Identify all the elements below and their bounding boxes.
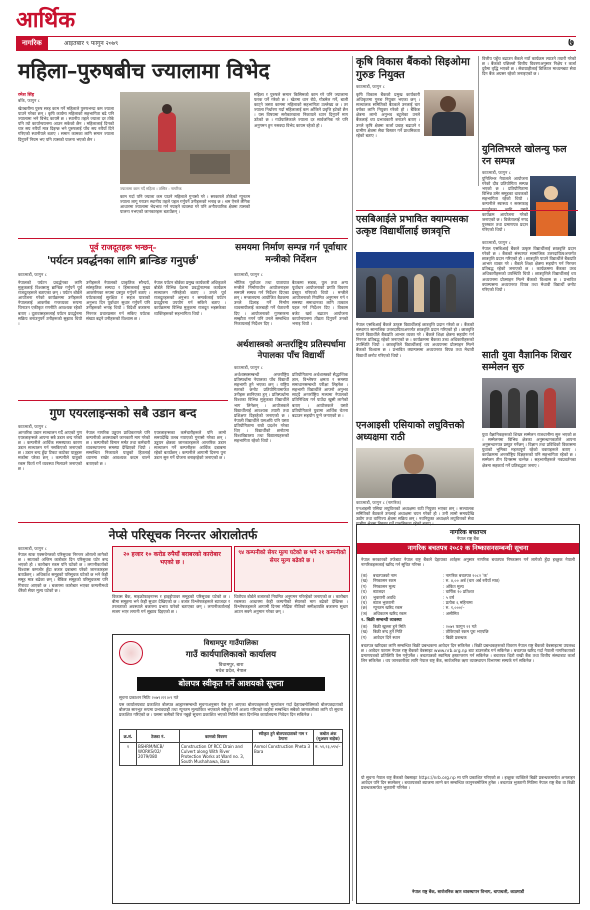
notice-address-2: मधेश प्रदेश, नेपाल: [215, 669, 247, 674]
notice-cell-contract: BSHRM/NCB/ WORKS/02/ 2079/080: [137, 743, 180, 766]
list-item-cell: बिक्री खुल्ला हुने मिति: [373, 624, 406, 629]
sbi-photo: [356, 252, 474, 318]
table-row: [120, 743, 343, 766]
agri-bank-dateline: काठमाडौं, फागुन ८: [356, 84, 385, 89]
notice-col-contract: ठेक्का नं.: [137, 730, 180, 743]
fiscal-headline: समयमा निर्माण सम्पन्न गर्न पूर्वाधार मन्त्रीको निर्देशन: [235, 243, 347, 265]
masthead-date: आइतबार ९ फागुन २०७९: [64, 40, 119, 47]
far-right-top-body: वित्तीय पहुँच बढाउन बैंकले नयाँ कार्यक्रम ल्याउने तयारी गरेको छ । बैंकको पछिल्लो वित्तीय विवरणअनुसार निक्षेप र कर्जा दुवैमा वृद्धि भएको छ । सेवाग्राहीलाई डिजिटल माध्यमबाट सेवा दिन बैंक अग्रसर रहेको जनाइएको छ ।: [482, 56, 576, 77]
list-item-cell: (ज): [361, 610, 368, 616]
airlines-body-col3: एयरलाइन्सका कर्मचारीहरूले पनि लामो समयदेखि तलब नपाएको गुनासो गरेका छन् । उड्डयन क्षेत्रका जानकारहरूले आन्तरिक उडान सञ्चालन गर्ने कम्पनीहरू आर्थिक दबाबमा रहेको बताउँछन् । कम्पनीले आगामी दिनमा पुनः उडान सुरु गर्ने योजना बनाइरहेको जनाएको छ ।: [154, 430, 226, 461]
list-item-cell: (घ): [361, 589, 367, 595]
list-item-cell: न्यूनतम खरिद रकम: [373, 605, 403, 611]
tourism-body-col1: नेपालको पर्यटन प्रवर्द्धनका लागि मुलुकलाई विश्वसामु ब्रान्डिङ गर्नुपर्ने पूर्व राजदूतहरूले बताएका छन् । पर्यटन बोर्डले आयोजना गरेको कार्यक्रममा उनीहरूले नेपाललाई आकर्षक गन्तव्यका रूपमा चिनाउन एकीकृत रणनीति आवश्यक रहेको बताए । दूतावासहरूलाई पर्यटन प्रवर्द्धनमा सक्रिय बनाउनुपर्ने उनीहरूको सुझाव थियो ।: [18, 280, 82, 326]
airlines-body-col2: नेपाल नागरिक उड्डयन प्राधिकरणले पनि कम्पनीको अवस्थाबारे जानकारी माग गरेको छ । कम्पनीको विमान मर्मत तथा कर्मचारी व्यवस्थापनमा समस्या देखिएको थियो । सम्बन्धित निकायले यात्रुको हितलाई ध्यानमा राखेर आवश्यक कदम चाल्ने बताएको छ ।: [86, 430, 150, 466]
airlines-body-col1: आन्तरिक उडान सञ्चालन गर्दै आएको गुण एयरलाइन्सले आफ्ना सबै उडान बन्द गरेको छ । कम्पनीले आर्थिक समस्याका कारण उडान सञ्चालन गर्न नसकिएको जनाएको छ । उडान बन्द हुँदा टिकट काटेका यात्रुहरू मर्कामा परेका छन् । कम्पनीले यात्रुको रकम फिर्ता गर्ने व्यवस्था मिलाउने जनाएको छ ।: [18, 430, 82, 471]
list-item-cell: (छ): [361, 605, 368, 611]
notice-cell-work: Construction Of RCC Drain and Culvert along With River Protection Works at Ward no. 3, South Mushahawa, Bara: [180, 743, 253, 766]
masthead-bar: [16, 36, 576, 51]
hudimala-headline: युनिलिभरले खोलन्यु फल रन सम्पन्न: [482, 144, 567, 167]
notice-col-work: कामको विवरण: [180, 730, 253, 743]
lead-body-col3: काम गर्दा पनि ज्याला कम पाउने महिलाले गुनासो गरे । सरकारले तोकेको न्यूनतम ज्याला लागू गराउन स्थानीय तहले पहल गर्नुपर्ने उनीहरूको भनाइ छ । श्रम ऐनले लैंगिक आधारमा ज्यालामा भेदभाव गर्न नपाइने व्यवस्था गरे पनि अनौपचारिक क्षेत्रमा त्यसको पालना नभएको जानकारहरू बताउँछन् ।: [120, 194, 250, 215]
notice-cell-amount: रु. ५१,२३,५९५/–: [314, 743, 343, 766]
sbi-dateline: काठमाडौं, फागुन ८: [482, 240, 511, 245]
list-item-cell: : २०७९ फागुन २१ गते: [443, 624, 477, 629]
list-item-cell: : अंकित मूल्य: [443, 583, 464, 589]
list-item-cell: : प्रत्येक ६ महिनामा: [443, 600, 473, 606]
list-item: [361, 635, 575, 640]
list-item-cell: (ख): [361, 629, 368, 635]
list-item-cell: बचतपत्रको नाम: [373, 573, 397, 578]
chairman-headline: एनआइसी एसियाको लघुवित्तको अध्यक्षमा राठी: [356, 420, 465, 443]
fiscal-body-col1: भौतिक पूर्वाधार तथा यातायात मन्त्रीले निर्माणाधीन आयोजनाहरू समयमै सम्पन्न गर्न निर्देशन दिएका छन् । मन्त्रालयमा आयोजित बैठकमा उनले ढिलाइ गर्ने निर्माण व्यवसायीलाई कारबाही गर्ने चेतावनी दिए । आयोजनाको गुणस्तरमा सम्झौता नगर्न पनि उनले सम्बन्धित निकायलाई निर्देशन दिए ।: [234, 280, 289, 326]
lead-dateline: बाँके, फागुन ८: [18, 98, 40, 103]
masthead-paper-name: नागरिक: [16, 37, 48, 50]
bourse-body-col1: नेपाल स्टक एक्सचेन्जको परिसूचक निरन्तर ओरालो लागेको छ । साताको अन्तिम कारोबार दिन परिसूचक घटेर बन्द भएको हो । कारोबार रकम पनि घटेको छ । लगानीकर्ताको विश्वास कमजोर हुँदा बजार दबाबमा परेको जानकारहरू बताउँछन् । अधिकांश समूहको परिसूचक घटेको छ भने केही समूह मात्र बढेका छन् । बैंकिङ समूहको परिसूचकमा पनि गिरावट आएको छ । बजारमा कारोबार भएका कम्पनीमध्ये धेरैको सेयर मूल्य घटेको छ ।: [18, 552, 108, 593]
notice-org-sub: गाउँ कार्यपालिकाको कार्यालय: [185, 650, 277, 660]
list-item-cell: (ग): [361, 634, 367, 640]
notice-body: यस कार्यालयबाट प्रकाशित बोलपत्र आह्वानसम्बन्धी सूचनाअनुसार पेस हुन आएका बोलपत्रहरूको मूल्यांकन गर्दा देहायबमोजिमको बोलपत्रदाताको बोलपत्र सारभूत रूपमा प्रभावग्राही तथा न्यूनतम मूल्यांकित भएकाले स्वीकृत गर्ने आशय गरिएको व्यहोरा सम्बन्धित सबैको जानकारीका लागि यो सूचना प्रकाशित गरिएको छ । यसमा कसैको चित्त नबुझे सूचना प्रकाशित भएको मितिले सात दिनभित्र कार्यालयमा निवेदन दिन सकिनेछ ।: [119, 702, 343, 718]
list-item-cell: ब्याज भुक्तानी: [373, 600, 395, 606]
list-item-cell: निष्कासन मूल्य: [373, 583, 396, 589]
notice-col-sn: क्र.सं.: [120, 730, 137, 743]
students-headline: अर्थशास्त्रको अन्तर्राष्ट्रिय प्रतिस्पर्धामा नेपालका पाँच विद्यार्थी: [236, 340, 346, 361]
fiscal-dateline: काठमाडौं, फागुन ८: [234, 272, 263, 277]
students-dateline: काठमाडौं, फागुन ८: [234, 365, 263, 370]
tourism-body-col2: उनीहरूले नेपालको प्राकृतिक सौन्दर्य, सांस्कृतिक सम्पदा र हिमाललाई मुख्य आकर्षणका रूपमा प्रस्तुत गर्नुपर्ने बताए । पर्यटकलाई सुरक्षित र सहज यात्राको अनुभव दिन पूर्वाधार सुधार गर्नुपर्ने पनि उनीहरूको भनाइ थियो । विदेशी बजारमा निरन्तर प्रचारप्रसार गर्न सकिए पर्यटक संख्या बढ्ने उनीहरूको विश्वास छ ।: [86, 280, 150, 321]
bourse-body-col3: धितोपत्र बोर्डले बजारको नियमित अनुगमन गरिरहेको जनाएको छ । कारोबार रकमका आधारमा केही कम्पनीको सेयरको माग बढेको देखिन्छ । विश्लेषकहरूले आगामी दिनमा मौद्रिक नीतिको समीक्षापछि बजारमा सुधार आउन सक्ने अनुमान गरेका छन् ।: [234, 594, 348, 615]
tourism-kicker: पूर्व राजदूतहरू भन्छन्–: [89, 243, 157, 252]
list-item-cell: बिक्री बन्द हुने मिति: [373, 629, 403, 635]
list-item-cell: आवेदन दिने स्थान: [373, 634, 401, 640]
notice-cell-bidder: Anmol Construction Pheta 3 Bara: [253, 743, 314, 766]
bond-section-2: २. बिक्री सम्बन्धी व्यवस्था: [361, 618, 402, 623]
bond-sales-list: [361, 624, 575, 640]
bourse-dateline: काठमाडौं, फागुन ८: [18, 546, 47, 551]
airlines-headline: गुण एयरलाइन्सको सबै उडान बन्द: [49, 406, 197, 420]
list-item-cell: : ५ वर्ष: [443, 594, 454, 600]
list-item-cell: अधिकतम खरिद रकम: [373, 610, 407, 616]
bourse-body-col2: विकास बैंक, माइक्रोफाइनान्स र हाइड्रोपावर समूहको परिसूचक घटेको छ । बीमा समूहमा भने केही सुधार देखिएको छ । बजार विश्लेषकहरूले ब्याजदर र तरलताको अवस्थाले बजारमा प्रभाव पारेको बताएका छन् । लगानीकर्तालाई सजग भएर लगानी गर्न सुझाव दिइएको छ ।: [112, 594, 230, 615]
page-number: ७: [568, 36, 574, 49]
notice-col-amount: कबोल अंक (मूअकर बाहेक): [314, 730, 343, 743]
notice-address-1: विधामपुर, बारा: [218, 663, 244, 668]
bond-terms-list: [361, 573, 575, 616]
bourse-highlight-1-text: २० हजार १० करोड रुपैयाँ बराबरको कारोबार भएको छ ।: [123, 551, 221, 566]
list-item-cell: : वार्षिक १० प्रतिशत: [443, 589, 474, 595]
bond-title-banner: [357, 543, 579, 554]
lead-headline: महिला–पुरुषबीच ज्यालामा विभेद: [18, 58, 270, 83]
lead-body-col1: खेतबारीमा पुरुष सरह काम गर्ने महिलाले पुरुषभन्दा कम ज्याला पाउने गरेका छन् । कृषि कार्यमा महिलाको सहभागिता बढे पनि ज्यालामा भने विभेद कायमै छ । स्थानीय तहले ज्याला दर तोके पनि त्यो कार्यान्वयनमा आउन सकेको छैन । महिलालाई दिनको चार सय रुपैयाँ मात्र दिइन्छ भने पुरुषलाई पाँच सय रुपैयाँ दिने गरिएको स्थानीयले बताए । समान कामका लागि समान ज्याला दिनुपर्ने नियम भए पनि त्यसको पालना भएको छैन ।: [18, 106, 114, 142]
list-item-cell: निष्कासन रकम: [373, 578, 397, 584]
notice-col-bidder: स्वीकृत हुने बोलपत्रदाताको नाम र ठेगाना: [253, 730, 314, 743]
sbi-headline: एसबिआईले प्रभावित क्याम्पसका उत्कृष्ट विद्यार्थीलाई छात्रवृत्ति: [356, 214, 469, 237]
notice-title-banner: [137, 677, 325, 691]
summit-body: युवा वैज्ञानिकहरूको शिखर सम्मेलन राजधानीमा सुरु भएको छ । सम्मेलनमा विभिन्न क्षेत्रका अनुसन्धानकर्ताले आफ्ना अनुसन्धानपत्र प्रस्तुत गर्नेछन् । विज्ञान तथा प्रविधिको विकासमा युवाको भूमिका महत्त्वपूर्ण रहेको वक्ताहरूले बताए । कार्यक्रममा अन्तर्राष्ट्रिय विज्ञहरूको पनि सहभागिता रहेको छ । सम्मेलन तीन दिनसम्म चल्नेछ । सहभागीहरूले नवप्रवर्तनका क्षेत्रमा सहकार्य गर्ने प्रतिबद्धता जनाए ।: [482, 432, 576, 468]
lead-body-col2: महिला र पुरुषले समान किसिमको काम गरे पनि ज्यालामा फरक पर्ने गरेको छ । खेतमा धान रोप्ने, गोडमेल गर्ने, बाली काट्ने जस्ता काममा महिलाको सहभागिता उल्लेख्य छ । तर ज्याला निर्धारण गर्दा महिलालाई कम आँकिने प्रवृत्ति हटेको छैन । यस विषयमा सरोकारवाला निकायले ध्यान दिनुपर्ने माग उठेको छ । गाउँपालिकाले ज्याला दर सार्वजनिक गरे पनि अनुगमन हुन नसक्दा विभेद कायम रहेको हो ।: [254, 92, 348, 128]
hudimala-dateline: काठमाडौं, फागुन ८: [482, 170, 511, 175]
lead-photo-caption: ज्यालामा काम गर्दै महिला । तस्बिर : नागरिक: [120, 186, 182, 191]
chairman-caption: काठमाडौं, फागुन ८ (नागरिक): [356, 500, 402, 505]
tender-notice: [112, 634, 350, 904]
tourism-dateline: काठमाडौं, फागुन ८: [18, 272, 47, 277]
notice-table: [119, 729, 343, 766]
notice-date: सूचना प्रकाशन मितिः २०७९।११।०९ गते: [119, 695, 179, 700]
bond-body-2: यो सूचना नेपाल राष्ट्र बैंकको वेबसाइट https://nrb.org.np मा पनि प्रकाशित गरिएको छ । इच्छुक व्यक्तिले बिक्री प्रबन्धकमार्फत अनलाइन आवेदन पनि दिन सक्नेछन् । बचतपत्रको ब्याजमा लाग्ने कर सम्बन्धित कानुनबमोजिम हुनेछ । बचतपत्र भुक्तानी मितिमा नेपाल राष्ट्र बैंक वा बिक्री प्रबन्धकमार्फत भुक्तानी गरिनेछ ।: [361, 775, 575, 791]
notice-table-header: [120, 730, 343, 743]
airlines-dateline: काठमाडौं, फागुन ८: [18, 424, 47, 429]
list-item-cell: : रु. १,०००/–: [443, 605, 465, 611]
students-body: अर्थशास्त्रसम्बन्धी अन्तर्राष्ट्रिय प्रतिस्पर्धामा नेपालका पाँच विद्यार्थी सहभागी हुने भएका छन् । राष्ट्रिय स्तरको छनोट प्रतियोगितामार्फत उनीहरू छानिएका हुन् । प्रतिस्पर्धामा विश्वका विभिन्न मुलुकका विद्यार्थीले भाग लिनेछन् । आयोजकले विद्यार्थीलाई आवश्यक तयारी तथा प्रशिक्षण दिइरहेको जनाएको छ । नेपाली विद्यार्थीले यसअघि पनि यस्ता प्रतियोगितामा राम्रो प्रदर्शन गरेका थिए । विद्यार्थीको छनोटमा विश्वविद्यालय तथा विद्यालयहरूको सहभागिता रहेको थियो ।: [234, 372, 289, 444]
fiscal-body-col2: बैठकमा सडक, पुल तथा अन्य पूर्वाधार आयोजनाको प्रगति विवरण प्रस्तुत गरिएको थियो । मन्त्रीले आयोजनाको नियमित अनुगमन गर्न र समस्या समाधानका लागि तत्काल पहल गर्न निर्देशन दिए । विकास बजेट खर्च बढाउन आयोजना कार्यान्वयनमा तीव्रता दिनुपर्ने उनको भनाइ थियो ।: [292, 280, 348, 326]
lead-reporter: रमेश सिंह: [18, 93, 35, 98]
bourse-highlight-box-2: [234, 546, 350, 592]
notice-org: विधामपुर गाउँपालिका: [203, 639, 259, 647]
bond-notice: [356, 524, 580, 904]
bond-footer: नेपाल राष्ट्र बैंक, सार्वजनिक ऋण व्यवस्थापन विभाग, थापाथली, काठमाडौं: [412, 889, 524, 894]
bourse-highlight-2-text: ९४ कम्पनीको सेयर मूल्य घटेको छ भने २१ कम्पनीको सेयर मूल्य बढेको छ ।: [238, 550, 346, 564]
list-item-cell: : रु. ४,०० अर्ब (चार अर्ब रुपैयाँ मात्र): [443, 578, 500, 584]
bourse-headline: नेप्से परिसूचक निरन्तर ओरालोतर्फ: [108, 528, 258, 542]
notice-title: बोलपत्र स्वीकृत गर्ने आशयको सूचना: [178, 679, 284, 688]
chairman-photo: [356, 448, 474, 498]
notice-cell-sn: १: [120, 743, 137, 766]
list-item-cell: (क): [361, 624, 368, 629]
tourism-body-col3: नेपाल पर्यटन बोर्डका प्रमुख कार्यकारी अधिकृतले बोर्डले विभिन्न देशमा प्रवर्द्धनात्मक कार्यक्रम सञ्चालन गरिरहेको बताए । उनले पूर्व राजदूतहरूको अनुभव र सम्पर्कलाई पर्यटन प्रवर्द्धनमा उपयोग गर्न सकिने बताए । कार्यक्रममा विभिन्न मुलुकमा राजदूत भइसकेका व्यक्तिहरूको सहभागिता थियो ।: [154, 280, 226, 316]
sbi-body: नेपाल एसबिआई बैंकले उत्कृष्ट विद्यार्थीलाई छात्रवृत्ति प्रदान गरेको छ । बैंकको संस्थागत सामाजिक उत्तरदायित्वअन्तर्गत छात्रवृत्ति प्रदान गरिएको हो । छात्रवृत्ति पाउने विद्यार्थीले बैंकप्रति आभार व्यक्त गरे । बैंकले शिक्षा क्षेत्रमा सहयोग गर्न निरन्तर प्रतिबद्ध रहेको जनाएको छ । कार्यक्रममा बैंकका उच्च अधिकारीहरूको उपस्थिति थियो । छात्रवृत्तिले विद्यार्थीलाई थप अध्ययनमा प्रोत्साहन मिल्ने बैंकको विश्वास छ । प्रभावित क्याम्पसमा अध्ययनरत विपन्न तथा मेधावी विद्यार्थी छनोट गरिएको थियो ।: [482, 246, 576, 292]
summit-photo: [482, 378, 576, 428]
list-item-cell: भुक्तानी अवधि: [373, 594, 396, 600]
list-item-cell: (च): [361, 600, 367, 606]
list-item-cell: (ग): [361, 583, 367, 589]
bond-title: नागरिक बचतपत्र २०८२ क निष्कासनसम्बन्धी सूचना: [407, 544, 529, 552]
list-item: [361, 611, 575, 616]
chairman-body: एनआइसी एसिया लघुवित्तको अध्यक्षमा राठी नियुक्त भएका छन् । सञ्चालक समितिको बैठकले उनलाई अध्यक्षमा चयन गरेको हो । उनी लामो समयदेखि उद्योग तथा वाणिज्य क्षेत्रमा सक्रिय छन् । नवनियुक्त अध्यक्षले लघुवित्तको सेवा ग्रामीण क्षेत्रमा विस्तार गर्ने प्राथमिकता रहेको बताए ।: [356, 506, 474, 527]
hudimala-photo: [530, 176, 576, 236]
hudimala-body: युनिलिभर नेपालले आयोजना गरेको दौड प्रतियोगिता सम्पन्न भएको छ । प्रतियोगितामा विभिन्न उमेर समूहका धावकको सहभागिता रहेको थियो । कम्पनीले स्वास्थ्य र सरसफाइ कार्यक्रम आयोजना गरेको जनाएको छ । विजेतालाई नगद पुरस्कार तथा प्रमाणपत्र प्रदान गरिएको थियो ।: [482, 176, 528, 232]
masthead-section-title: आर्थिक: [16, 7, 76, 33]
list-item-cell: : बिक्री प्रबन्धक: [443, 634, 467, 640]
agri-bank-headline: कृषि विकास बैंकको सिइओमा गुरुङ नियुक्त: [356, 56, 470, 81]
list-item-cell: ब्याजदर: [373, 589, 385, 595]
bond-body: बचतपत्र खरिदका लागि सम्बन्धित बिक्री प्रबन्धकमा आवेदन दिन सकिनेछ । बिक्री प्रबन्धकहरूको विवरण नेपाल राष्ट्र बैंकको वेबसाइटमा उपलब्ध छ । आवेदन फाराम नेपाल राष्ट्र बैंकको वेबसाइट www.nrb.org.np बाट डाउनलोड गर्न सकिनेछ । बचतपत्र खरिद गर्दा नेपाली नागरिकताको प्रमाणपत्रको प्रतिलिपि पेस गर्नुपर्नेछ । बचतपत्रको स्वामित्व हस्तान्तरण गर्न सकिनेछ । बचतपत्र धितो राखी बैंक तथा वित्तीय संस्थाबाट कर्जा लिन सकिनेछ । थप जानकारीका लागि नेपाल राष्ट्र बैंक, सार्वजनिक ऋण व्यवस्थापन विभागमा सम्पर्क गर्न सकिनेछ ।: [361, 643, 575, 664]
bond-intro: नेपाल सरकारको तर्फबाट नेपाल राष्ट्र बैंकले देहायका शर्तहरू अनुसार नागरिक बचतपत्र निष्कासन गर्न लागेको हुँदा इच्छुक नेपाली नागरिकहरूलाई खरिद गर्न सूचित गरिन्छ ।: [361, 557, 575, 568]
list-item-cell: : नागरिक बचतपत्र २०८२ 'क': [443, 573, 488, 578]
list-item-cell: : असीमित: [443, 610, 459, 616]
tourism-headline: 'पर्यटन प्रवर्द्धनका लागि ब्रान्डिङ गनुपर्छ': [46, 255, 200, 267]
list-item-cell: (ङ): [361, 594, 367, 600]
students-body-col2: प्रतियोगितामा अर्थशास्त्रको सैद्धान्तिक ज्ञान, विश्लेषण क्षमता र समस्या समाधानसम्बन्धी परीक्षा लिइनेछ । सहभागी विद्यार्थीले आफ्नो अनुभव साट्दै अन्तर्राष्ट्रिय मञ्चमा नेपालको प्रतिनिधित्व गर्न पाउँदा खुसी लागेको बताए । आयोजकले यस्तो प्रतियोगिताले युवामा आर्थिक चेतना बढाउन सहयोग पुग्ने जनाएको छ ।: [292, 372, 348, 418]
list-item-cell: : तोकिएको रकम पूरा भएपछि: [443, 629, 489, 635]
lead-photo: [120, 92, 250, 184]
list-item-cell: (ख): [361, 578, 368, 584]
bond-org-title: नागरिक बचतपत्र: [449, 529, 487, 536]
summit-headline: साती युवा वैज्ञानिक शिखर सम्मेलन सुरु: [482, 350, 572, 373]
agri-bank-photo: [424, 90, 474, 136]
list-item-cell: (क): [361, 573, 368, 578]
bourse-highlight-box-1: [112, 546, 232, 592]
bond-org-sub: नेपाल राष्ट्र बैंक: [456, 536, 480, 541]
sbi-body-left: नेपाल एसबिआई बैंकले उत्कृष्ट विद्यार्थीलाई छात्रवृत्ति प्रदान गरेको छ । बैंकको संस्थागत सामाजिक उत्तरदायित्वअन्तर्गत छात्रवृत्ति प्रदान गरिएको हो । छात्रवृत्ति पाउने विद्यार्थीले बैंकप्रति आभार व्यक्त गरे । बैंकले शिक्षा क्षेत्रमा सहयोग गर्न निरन्तर प्रतिबद्ध रहेको जनाएको छ । कार्यक्रममा बैंकका उच्च अधिकारीहरूको उपस्थिति थियो । छात्रवृत्तिले विद्यार्थीलाई थप अध्ययनमा प्रोत्साहन मिल्ने बैंकको विश्वास छ । प्रभावित क्याम्पसमा अध्ययनरत विपन्न तथा मेधावी विद्यार्थी छनोट गरिएको थियो ।: [356, 322, 474, 358]
agri-bank-body: कृषि विकास बैंकको प्रमुख कार्यकारी अधिकृतमा गुरुङ नियुक्त भएका छन् । सञ्चालक समितिको बैठकले उनलाई चार वर्षका लागि नियुक्त गरेको हो । बैंकिङ क्षेत्रमा लामो अनुभव बटुलेका उनले बैंकलाई थप प्रभावकारी बनाउने बताए । उनले कृषि क्षेत्रमा कर्जा प्रवाह बढाउने र ग्रामीण क्षेत्रमा सेवा विस्तार गर्ने प्राथमिकता रहेको बताए ।: [356, 92, 420, 138]
